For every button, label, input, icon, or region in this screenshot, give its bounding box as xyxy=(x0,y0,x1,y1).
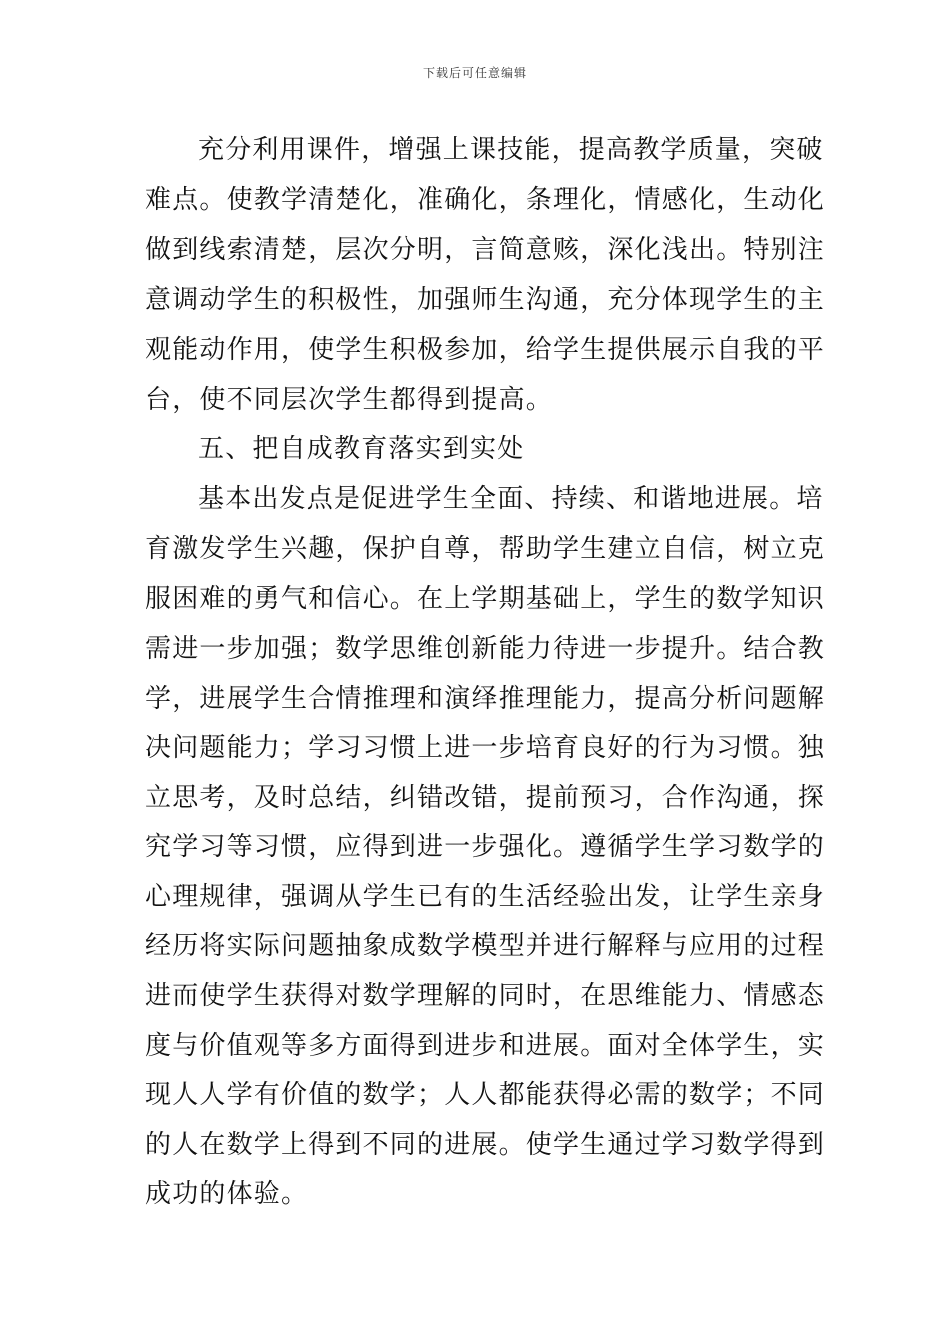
section-heading: 五、把自成教育落实到实处 xyxy=(198,434,525,464)
text-line: 需进一步加强；数学思维创新能力待进一步提升。结合教 xyxy=(145,634,826,664)
text-line: 现人人学有价值的数学；人人都能获得必需的数学；不同 xyxy=(145,1080,826,1110)
text-line: 基本出发点是促进学生全面、持续、和谐地进展。培 xyxy=(198,484,824,514)
text-line: 经历将实际问题抽象成数学模型并进行解释与应用的过程 xyxy=(145,931,826,961)
text-line: 学，进展学生合情推理和演绎推理能力，提高分析问题解 xyxy=(145,684,826,714)
text-line: 究学习等习惯，应得到进一步强化。遵循学生学习数学的 xyxy=(145,832,826,862)
text-line: 意调动学生的积极性，加强师生沟通，充分体现学生的主 xyxy=(145,285,826,315)
text-line: 的人在数学上得到不同的进展。使学生通过学习数学得到 xyxy=(145,1130,826,1160)
text-line: 做到线索清楚，层次分明，言简意赅，深化浅出。特别注 xyxy=(145,235,826,265)
text-line: 进而使学生获得对数学理解的同时，在思维能力、情感态 xyxy=(145,981,826,1011)
text-line: 成功的体验。 xyxy=(145,1179,309,1209)
text-line: 决问题能力；学习习惯上进一步培育良好的行为习惯。独 xyxy=(145,733,826,763)
text-line: 心理规律，强调从学生已有的生活经验出发，让学生亲身 xyxy=(145,882,826,912)
text-line: 服困难的勇气和信心。在上学期基础上，学生的数学知识 xyxy=(145,584,826,614)
text-line: 台，使不同层次学生都得到提高。 xyxy=(145,385,554,415)
text-line: 充分利用课件，增强上课技能，提高教学质量，突破 xyxy=(198,135,824,165)
text-line: 观能动作用，使学生积极参加，给学生提供展示自我的平 xyxy=(145,335,826,365)
text-line: 度与价值观等多方面得到进步和进展。面对全体学生，实 xyxy=(145,1031,826,1061)
text-line: 难点。使教学清楚化，准确化，条理化，情感化，生动化 xyxy=(145,185,826,215)
page-header-note: 下载后可任意编辑 xyxy=(422,66,527,80)
text-line: 立思考，及时总结，纠错改错，提前预习，合作沟通，探 xyxy=(145,783,826,813)
text-line: 育激发学生兴趣，保护自尊，帮助学生建立自信，树立克 xyxy=(145,534,826,564)
